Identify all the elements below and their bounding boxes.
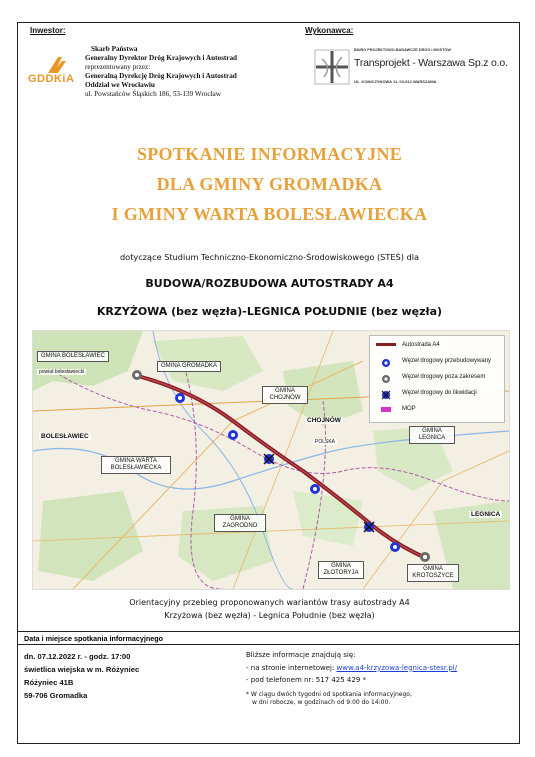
contact-info — [246, 649, 457, 707]
node-blue-icon — [390, 542, 400, 552]
node-grey-icon — [132, 370, 142, 380]
meeting-street: Różyniec 41B — [24, 678, 74, 687]
map-label-polska: POLSKA — [315, 439, 336, 445]
contractor-address: UL. KONICZYNOWA 11, 03-612 WARSZAWA — [354, 79, 437, 84]
meeting-city: 59-706 Gromadka — [24, 691, 88, 700]
node-removed-icon — [376, 390, 396, 400]
gddkia-logo-icon — [28, 51, 78, 91]
contractor-bureau: BIURO PROJEKTOWO-BADAWCZE DRÓG I MOSTÓW — [354, 48, 451, 52]
map-label-gmina-legnica: GMINA LEGNICA — [409, 426, 455, 444]
footnote-line-2: w dni robocze, w godzinach od 9:00 do 14:00. — [252, 698, 391, 706]
transprojekt-logo — [314, 43, 514, 98]
gddkia-logo-text: GDDKiA — [28, 73, 75, 85]
investor-label: Inwestor: — [30, 26, 66, 35]
investor-line: ul. Powstańców Śląskich 186, 53-139 Wrocław — [85, 90, 221, 98]
highway-interchange-icon — [314, 49, 350, 85]
legend-item-outside — [376, 374, 486, 386]
node-removed-icon — [264, 454, 274, 464]
title-line-1: SPOTKANIE INFORMACYJNE — [136, 144, 403, 164]
gddkia-logo — [28, 51, 78, 91]
phone-text: - pod telefonem nr: 517 425 429 * — [246, 676, 367, 684]
investor-line: reprezentowany przez: — [85, 63, 151, 71]
map-label-powiat: powiat bolesławiecki — [39, 369, 85, 375]
node-removed-icon — [364, 522, 374, 532]
map-legend — [369, 335, 505, 423]
map-label-gmina-krotoszyce: GMINA KROTOSZYCE — [407, 564, 459, 582]
route-map — [32, 330, 510, 590]
investor-line: Skarb Państwa — [91, 45, 138, 53]
concerning-text: dotyczące Studium Techniczno-Ekonomiczno-Środowiskowego (STEŚ) dla — [119, 252, 420, 262]
node-blue-icon — [310, 484, 320, 494]
title-line-2: DLA GMINY GROMADKA — [156, 174, 383, 194]
investor-line: Generalny Dyrektor Dróg Krajowych i Autostrad — [85, 54, 238, 62]
project-line-1: BUDOWA/ROZBUDOWA AUTOSTRADY A4 — [145, 277, 394, 290]
node-blue-icon — [228, 430, 238, 440]
website-link[interactable]: www.a4-krzyzowa-legnica-stesr.pl/ — [336, 663, 458, 672]
investor-details — [85, 45, 237, 99]
investor-line: Oddział we Wrocławiu — [85, 81, 155, 89]
map-label-gmina-chojnow: GMINA CHOJNÓW — [262, 386, 308, 404]
more-info-text: Bliższe informacje znajdują się: — [246, 651, 356, 659]
map-label-gmina-gromadka: GMINA GROMADKA — [157, 361, 221, 372]
map-label-gmina-boleslawiec: GMINA BOLESŁAWIEC — [37, 351, 109, 362]
legend-item-mop — [376, 406, 416, 416]
node-grey-icon — [376, 374, 396, 384]
map-label-gmina-zagrodno: GMINA ZAGRODNO — [214, 514, 266, 532]
mop-icon — [376, 406, 396, 414]
highway-line-icon — [376, 342, 396, 348]
map-label-boleslawiec: BOLESŁAWIEC — [41, 433, 89, 440]
map-label-gmina-zlotoryja: GMINA ZŁOTORYJA — [318, 561, 364, 579]
legend-item-removed — [376, 390, 477, 402]
map-caption-line-1: Orientacyjny przebieg proponowanych wariantów trasy autostrady A4 — [129, 598, 410, 607]
legend-item-rebuilt — [376, 358, 492, 370]
meeting-header: Data i miejsce spotkania informacyjnego — [18, 631, 519, 645]
node-blue-icon — [175, 393, 185, 403]
meeting-place: świetlica wiejska w m. Różyniec — [24, 665, 140, 674]
project-line-2: KRZYŻOWA (bez węzła)-LEGNICA POŁUDNIE (bez węzła) — [96, 305, 443, 318]
map-label-legnica: LEGNICA — [471, 511, 501, 518]
investor-line: Generalną Dyrekcję Dróg Krajowych i Autostrad — [85, 72, 237, 80]
title-line-3: I GMINY WARTA BOLESŁAWIECKA — [111, 204, 428, 224]
website-row — [246, 662, 457, 675]
legend-item-highway — [376, 342, 440, 350]
node-grey-icon — [420, 552, 430, 562]
footnote — [246, 691, 457, 707]
contractor-name: Transprojekt - Warszawa Sp.z o.o. — [354, 57, 508, 69]
footnote-line-1: * W ciągu dwóch tygodni od spotkania informacyjnego, — [246, 690, 412, 698]
node-blue-icon — [376, 358, 396, 368]
legend-text: Węzeł drogowy przebudowywany — [402, 358, 492, 364]
contractor-label: Wykonawca: — [305, 26, 354, 35]
legend-text: Węzeł drogowy poza zakresem — [402, 374, 486, 380]
meeting-date: dn. 07.12.2022 r. - godz. 17:00 — [24, 652, 131, 661]
website-prefix: - na stronie internetowej: — [246, 663, 335, 672]
map-caption-line-2: Krzyżowa (bez węzła) - Legnica Południe (bez węzła) — [164, 611, 375, 620]
meeting-details — [24, 650, 139, 702]
poster — [17, 22, 520, 744]
map-label-gmina-warta: GMINA WARTA BOLESŁAWIECKA — [101, 456, 171, 474]
legend-text: Autostrada A4 — [402, 342, 440, 348]
map-label-chojnow: CHOJNÓW — [307, 417, 341, 424]
legend-text: MOP — [402, 406, 416, 412]
legend-text: Węzeł drogowy do likwidacji — [402, 390, 477, 396]
